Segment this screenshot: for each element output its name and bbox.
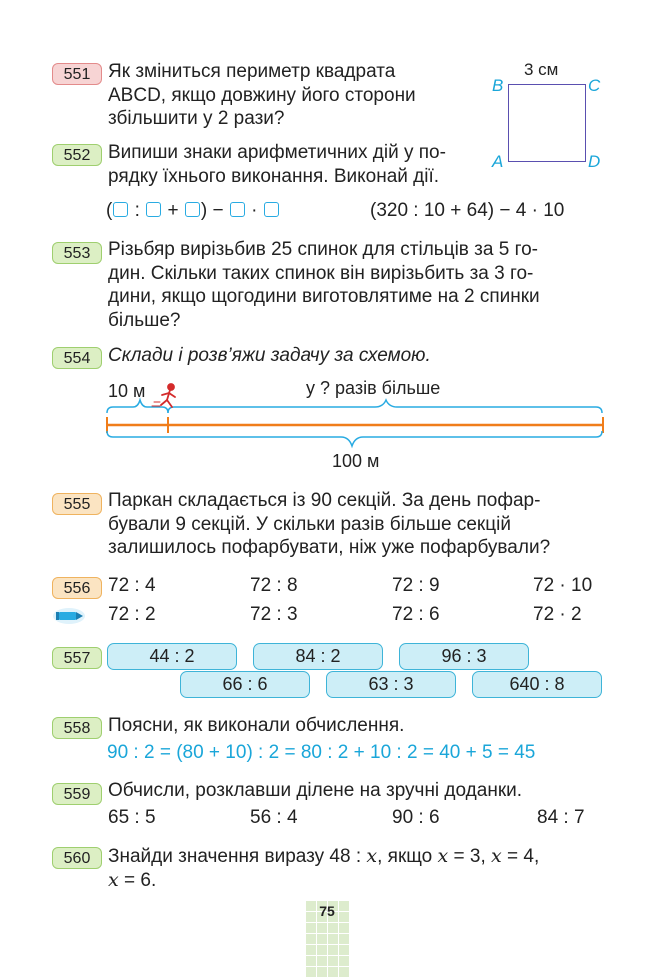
task-555-text bbox=[108, 489, 603, 560]
t559-item-4: 84 : 7 bbox=[537, 807, 585, 828]
pencil-icon bbox=[52, 607, 86, 625]
t556-r1-c3: 72 : 9 bbox=[392, 575, 440, 596]
empty-box bbox=[264, 202, 279, 217]
task-552-text bbox=[108, 141, 468, 188]
vertex-a: A bbox=[492, 152, 504, 171]
t557-card-6: 640 : 8 bbox=[472, 671, 602, 698]
empty-box bbox=[146, 202, 161, 217]
task-553-line1: Різьбяр вирізьбив 25 спинок для стільців за 5 го- bbox=[108, 239, 538, 260]
task-number-556: 556 bbox=[52, 577, 102, 599]
empty-box bbox=[185, 202, 200, 217]
task-552-line2: рядку їхнього виконання. Виконай дії. bbox=[108, 165, 440, 187]
t560-part4: = 4, bbox=[501, 846, 540, 867]
scheme-close-minus: ) − bbox=[200, 200, 224, 221]
page-number: 75 bbox=[319, 903, 335, 919]
task-number-558: 558 bbox=[52, 717, 102, 739]
task-552-line1: Випиши знаки арифметичних дій у по- bbox=[108, 142, 446, 163]
t560-part1: Знайди значення виразу 48 : bbox=[108, 846, 367, 867]
t560-var: x bbox=[491, 845, 502, 867]
square-abcd-figure bbox=[490, 58, 610, 173]
task-551-text bbox=[108, 60, 468, 131]
t557-card-4: 66 : 6 bbox=[180, 671, 310, 698]
scheme-dot: · bbox=[251, 200, 258, 221]
task-552-expression: (320 : 10 + 64) − 4 · 10 bbox=[370, 200, 565, 221]
t557-card-5: 63 : 3 bbox=[326, 671, 456, 698]
task-number-553: 553 bbox=[52, 242, 102, 264]
page-number-tab bbox=[305, 900, 349, 977]
empty-box bbox=[230, 202, 245, 217]
t556-r2-c4: 72 · 2 bbox=[533, 604, 582, 625]
task-number-554: 554 bbox=[52, 347, 102, 369]
t557-card-1: 44 : 2 bbox=[107, 643, 237, 670]
task-555-line2: бували 9 секцій. У скільки разів більше секцій bbox=[108, 513, 511, 535]
t560-part3: = 3, bbox=[448, 846, 492, 867]
task-number-555: 555 bbox=[52, 493, 102, 515]
t560-var: x bbox=[366, 845, 378, 867]
t560-var: x bbox=[437, 845, 449, 867]
task-553-line2: дин. Скільки таких спинок він вирізьбить за 3 го- bbox=[108, 262, 534, 284]
t560-part5: = 6. bbox=[118, 869, 157, 891]
operation-scheme bbox=[106, 200, 280, 222]
scheme-label-times-more: у ? разів більше bbox=[306, 378, 441, 398]
t560-var: x bbox=[108, 868, 119, 891]
task-number-551: 551 bbox=[52, 63, 102, 85]
t559-item-3: 90 : 6 bbox=[392, 807, 440, 828]
vertex-d: D bbox=[588, 152, 601, 171]
task-554-text: Склади і розв’яжи задачу за схемою. bbox=[108, 345, 431, 366]
t557-card-3: 96 : 3 bbox=[399, 643, 529, 670]
task-number-559: 559 bbox=[52, 783, 102, 805]
running-figure-icon bbox=[152, 384, 175, 407]
segment-scheme bbox=[100, 380, 610, 455]
task-558-solution: 90 : 2 = (80 + 10) : 2 = 80 : 2 + 10 : 2 = 40 + 5 = 45 bbox=[107, 742, 536, 763]
vertex-b: B bbox=[492, 76, 504, 95]
brace-bottom bbox=[107, 431, 602, 446]
task-553-line3: дини, якщо щогодини виготовлятиме на 2 спинки bbox=[108, 286, 540, 307]
scheme-open-paren: ( bbox=[106, 200, 113, 221]
task-553-text bbox=[108, 238, 603, 332]
task-555-line3: залишилось пофарбувати, ніж уже пофарбували? bbox=[108, 537, 551, 558]
task-number-552: 552 bbox=[52, 144, 102, 166]
t557-card-2: 84 : 2 bbox=[253, 643, 383, 670]
brace-top bbox=[168, 400, 602, 413]
t560-part2: , якщо bbox=[377, 846, 438, 867]
t559-item-2: 56 : 4 bbox=[250, 807, 298, 828]
task-558-text: Поясни, як виконали обчислення. bbox=[108, 715, 405, 736]
vertex-c: C bbox=[588, 76, 601, 95]
square-shape bbox=[508, 84, 586, 162]
task-551-line3: збільшити у 2 рази? bbox=[108, 108, 285, 129]
task-553-line4: більше? bbox=[108, 309, 181, 331]
task-551-line2: ABCD, якщо довжину його сторони bbox=[108, 84, 416, 106]
scheme-colon: : bbox=[134, 200, 140, 221]
task-number-557: 557 bbox=[52, 647, 102, 669]
scheme-label-100m: 100 м bbox=[332, 451, 380, 471]
t556-r1-c1: 72 : 4 bbox=[108, 575, 156, 596]
t556-r1-c4: 72 · 10 bbox=[533, 575, 593, 596]
t559-item-1: 65 : 5 bbox=[108, 807, 156, 828]
empty-box bbox=[113, 202, 128, 217]
t556-r1-c2: 72 : 8 bbox=[250, 575, 298, 596]
t556-r2-c2: 72 : 3 bbox=[250, 604, 298, 625]
task-559-text: Обчисли, розклавши ділене на зручні доданки. bbox=[108, 780, 523, 801]
task-560-text bbox=[108, 845, 608, 892]
t556-r2-c1: 72 : 2 bbox=[108, 604, 156, 625]
task-551-line1: Як зміниться периметр квадрата bbox=[108, 61, 396, 82]
task-555-line1: Паркан складається із 90 секцій. За день пофар- bbox=[108, 490, 541, 511]
task-number-560: 560 bbox=[52, 847, 102, 869]
side-length-label: 3 см bbox=[524, 60, 559, 79]
t556-r2-c3: 72 : 6 bbox=[392, 604, 440, 625]
scheme-plus: + bbox=[167, 200, 179, 221]
scheme-label-10m: 10 м bbox=[108, 381, 146, 401]
